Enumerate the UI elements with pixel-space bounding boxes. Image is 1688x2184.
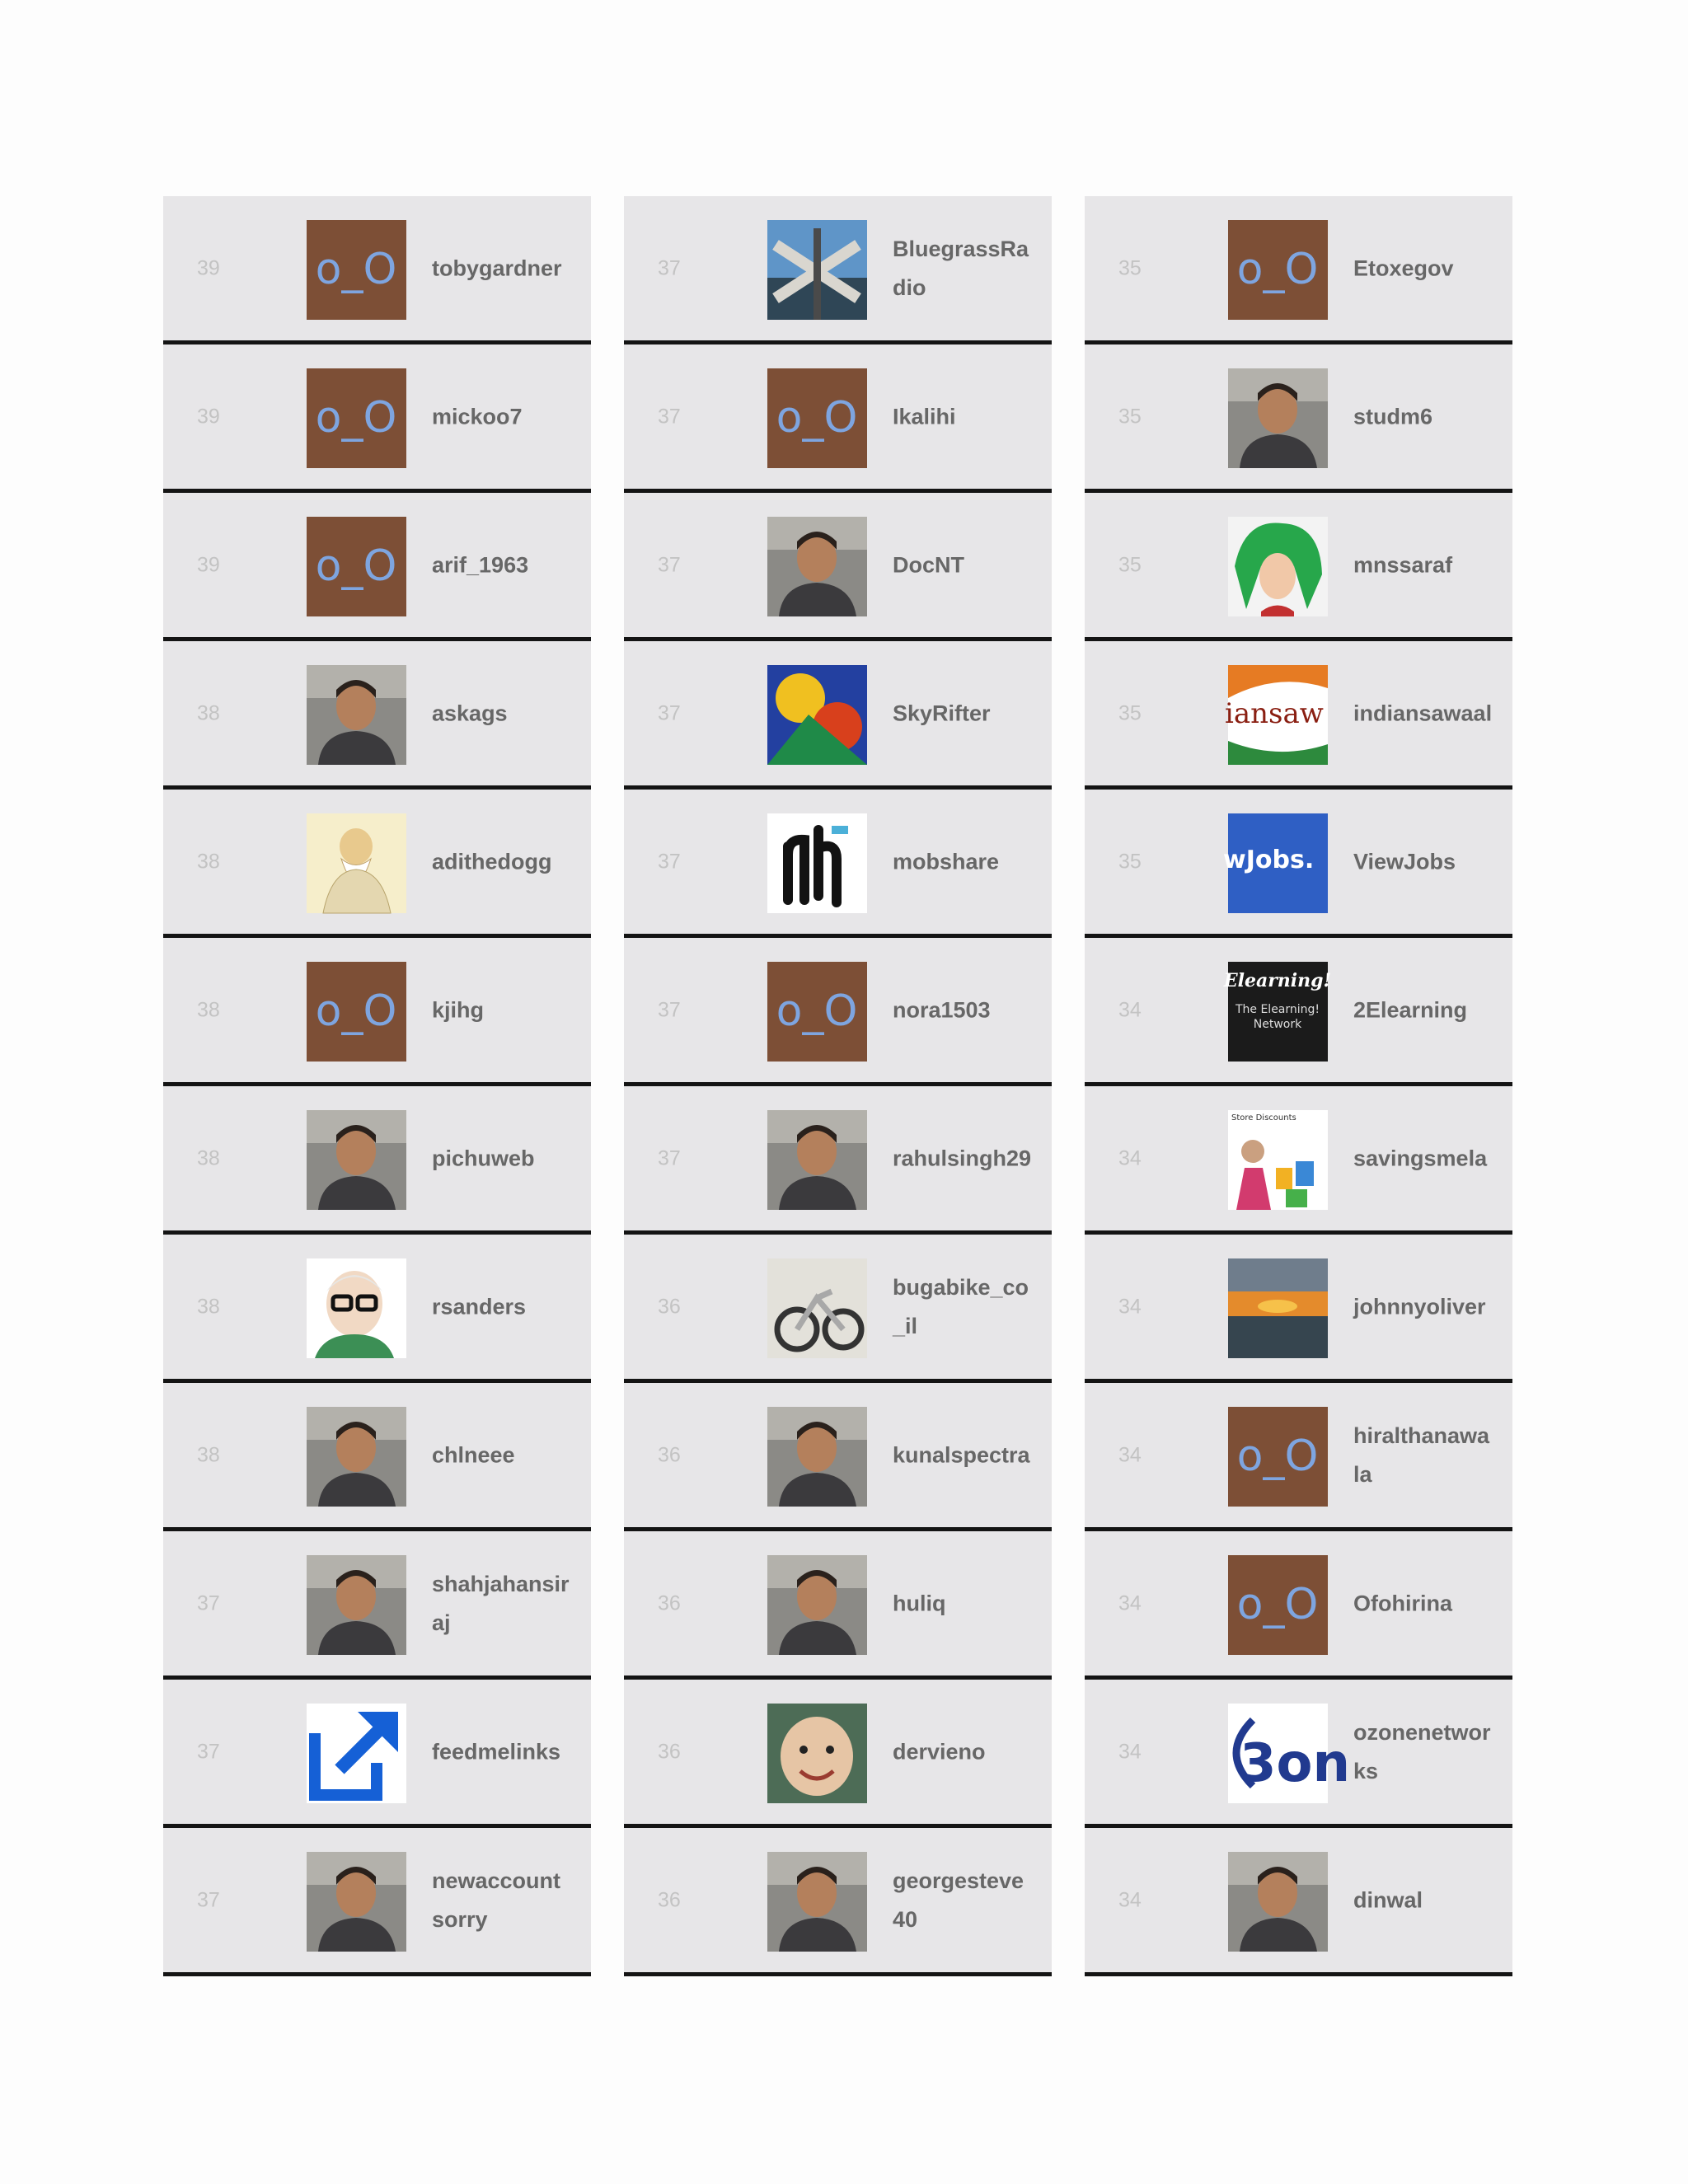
- user-avatar-default-face[interactable]: [307, 368, 406, 468]
- username-link[interactable]: askags: [432, 701, 508, 725]
- user-avatar-colorful-art[interactable]: [767, 665, 867, 765]
- rank-number: 37: [197, 1888, 220, 1911]
- rank-number: 35: [1118, 701, 1142, 724]
- leaderboard-row: [163, 196, 591, 344]
- rank-number: 38: [197, 850, 220, 873]
- rank-number: 35: [1118, 405, 1142, 428]
- user-avatar-photo-portrait[interactable]: [767, 1852, 867, 1952]
- leaderboard-row: [624, 1531, 1052, 1680]
- default-avatar-text: o_O: [776, 393, 858, 443]
- username-link[interactable]: Ikalihi: [893, 404, 956, 429]
- username-link[interactable]: bugabike_co_il: [893, 1274, 1029, 1338]
- user-avatar-default-face[interactable]: [1228, 1555, 1328, 1655]
- username-link[interactable]: mobshare: [893, 849, 1000, 874]
- username-link[interactable]: pichuweb: [432, 1146, 535, 1170]
- rank-number: 34: [1118, 1146, 1142, 1169]
- user-avatar-photo-portrait[interactable]: [767, 1407, 867, 1507]
- username-link[interactable]: mickoo7: [432, 404, 523, 429]
- leaderboard-row: [1085, 641, 1512, 790]
- user-avatar-road-sign-photo[interactable]: [767, 220, 867, 320]
- indiansawaal-logo-text: iansaw: [1225, 697, 1324, 730]
- rank-number: 38: [197, 1295, 220, 1318]
- leaderboard-row: [163, 1680, 591, 1828]
- username-link[interactable]: 2Elearning: [1353, 997, 1468, 1022]
- leaderboard-row: [163, 641, 591, 790]
- username-link[interactable]: Ofohirina: [1353, 1591, 1452, 1615]
- rank-number: 35: [1118, 256, 1142, 279]
- rank-number: 39: [197, 405, 220, 428]
- rank-number: 34: [1118, 1740, 1142, 1763]
- username-link[interactable]: savingsmela: [1353, 1146, 1488, 1170]
- username-link[interactable]: BluegrassRadio: [893, 236, 1029, 300]
- username-link[interactable]: georgesteve40: [893, 1868, 1025, 1932]
- leaderboard-row: [624, 493, 1052, 641]
- leaderboard-row: [624, 1828, 1052, 1976]
- username-link[interactable]: tobygardner: [432, 255, 562, 280]
- rank-number: 34: [1118, 1295, 1142, 1318]
- username-link[interactable]: adithedogg: [432, 849, 552, 874]
- leaderboard-row: [163, 1828, 591, 1976]
- user-avatar-photo-portrait[interactable]: [767, 517, 867, 616]
- leaderboard-column-1: [163, 196, 591, 1976]
- username-link[interactable]: studm6: [1353, 404, 1433, 429]
- user-avatar-photo-portrait[interactable]: [307, 1407, 406, 1507]
- username-link[interactable]: newaccountsorry: [432, 1868, 561, 1932]
- rank-number: 34: [1118, 998, 1142, 1021]
- rank-number: 36: [658, 1295, 681, 1318]
- user-avatar-anime-art[interactable]: [1228, 517, 1328, 616]
- user-avatar-photo-portrait[interactable]: [767, 1110, 867, 1210]
- username-link[interactable]: dervieno: [893, 1739, 986, 1764]
- leaderboard-row: [1085, 1680, 1512, 1828]
- user-avatar-photo-portrait[interactable]: [1228, 1852, 1328, 1952]
- leaderboard-row: [1085, 1383, 1512, 1531]
- rank-number: 37: [658, 405, 681, 428]
- leaderboard-row: [163, 1383, 591, 1531]
- elearning-logo-title: Elearning!: [1223, 970, 1332, 991]
- rank-number: 36: [658, 1591, 681, 1615]
- rank-number: 36: [658, 1888, 681, 1911]
- leaderboard-row: [1085, 1531, 1512, 1680]
- default-avatar-text: o_O: [315, 393, 397, 443]
- user-avatar-sage-drawing[interactable]: [307, 813, 406, 913]
- user-avatar-default-face[interactable]: [307, 517, 406, 616]
- username-link[interactable]: huliq: [893, 1591, 946, 1615]
- username-link[interactable]: Etoxegov: [1353, 255, 1454, 280]
- username-link[interactable]: mnssaraf: [1353, 552, 1453, 577]
- leaderboard-row: [163, 790, 591, 938]
- leaderboard-row: [624, 196, 1052, 344]
- rank-number: 37: [658, 256, 681, 279]
- rank-number: 34: [1118, 1888, 1142, 1911]
- user-avatar-photo-portrait[interactable]: [307, 665, 406, 765]
- shopping-ad-text: Store Discounts: [1231, 1113, 1296, 1122]
- leaderboard-row: [624, 938, 1052, 1086]
- user-avatar-cartoon-glasses[interactable]: [307, 1258, 406, 1358]
- leaderboard-row: [1085, 1235, 1512, 1383]
- leaderboard-row: [624, 1680, 1052, 1828]
- rank-number: 37: [197, 1591, 220, 1615]
- username-link[interactable]: hiralthanawala: [1353, 1422, 1490, 1487]
- user-avatar-photo-portrait[interactable]: [307, 1555, 406, 1655]
- leaderboard-row: [163, 344, 591, 493]
- user-avatar-baby-photo[interactable]: [767, 1704, 867, 1803]
- rank-number: 37: [658, 1146, 681, 1169]
- rank-number: 37: [197, 1740, 220, 1763]
- rank-number: 39: [197, 553, 220, 576]
- leaderboard-row: [163, 1086, 591, 1235]
- rank-number: 37: [658, 998, 681, 1021]
- leaderboard: [163, 196, 1512, 1976]
- user-avatar-default-face[interactable]: [307, 220, 406, 320]
- username-link[interactable]: indiansawaal: [1353, 701, 1493, 725]
- user-avatar-indiansawaal-logo[interactable]: [1225, 665, 1328, 765]
- rank-number: 38: [197, 998, 220, 1021]
- leaderboard-row: [1085, 196, 1512, 344]
- leaderboard-row: [624, 1086, 1052, 1235]
- leaderboard-row: [163, 938, 591, 1086]
- elearning-logo-sub2: Network: [1253, 1018, 1302, 1031]
- user-avatar-viewjobs-logo[interactable]: [1223, 813, 1328, 913]
- leaderboard-row: [624, 344, 1052, 493]
- user-avatar-photo-portrait[interactable]: [767, 1555, 867, 1655]
- username-link[interactable]: johnnyoliver: [1353, 1294, 1486, 1319]
- username-link[interactable]: chlneee: [432, 1442, 515, 1467]
- user-avatar-default-face[interactable]: [1228, 1407, 1328, 1507]
- username-link[interactable]: rahulsingh29: [893, 1146, 1032, 1170]
- rank-number: 38: [197, 701, 220, 724]
- leaderboard-row: [1085, 344, 1512, 493]
- user-avatar-sunset-photo[interactable]: [1228, 1258, 1328, 1358]
- user-avatar-photo-portrait[interactable]: [1228, 368, 1328, 468]
- default-avatar-text: o_O: [315, 245, 397, 294]
- default-avatar-text: o_O: [1236, 1580, 1319, 1629]
- leaderboard-row: [1085, 790, 1512, 938]
- username-link[interactable]: kjihg: [432, 997, 485, 1022]
- user-avatar-external-link-logo[interactable]: [307, 1704, 406, 1803]
- rank-number: 37: [658, 553, 681, 576]
- ozone-logo-text: 3on: [1240, 1733, 1351, 1794]
- user-avatar-bike-photo[interactable]: [767, 1258, 867, 1358]
- leaderboard-row: [624, 790, 1052, 938]
- username-link[interactable]: rsanders: [432, 1294, 527, 1319]
- default-avatar-text: o_O: [776, 987, 858, 1036]
- default-avatar-text: o_O: [1236, 1432, 1319, 1481]
- leaderboard-column-2: [624, 196, 1052, 1976]
- leaderboard-row: [624, 1235, 1052, 1383]
- leaderboard-row: [1085, 938, 1512, 1086]
- default-avatar-text: o_O: [315, 987, 397, 1036]
- user-avatar-default-face[interactable]: [307, 962, 406, 1062]
- leaderboard-row: [163, 493, 591, 641]
- username-link[interactable]: arif_1963: [432, 552, 529, 577]
- user-avatar-shopping-ad[interactable]: [1228, 1110, 1328, 1210]
- username-link[interactable]: nora1503: [893, 997, 991, 1022]
- leaderboard-row: [1085, 1828, 1512, 1976]
- rank-number: 35: [1118, 553, 1142, 576]
- rank-number: 39: [197, 256, 220, 279]
- rank-number: 35: [1118, 850, 1142, 873]
- username-link[interactable]: DocNT: [893, 552, 964, 577]
- leaderboard-row: [624, 1383, 1052, 1531]
- user-avatar-ozone-logo[interactable]: [1228, 1704, 1351, 1803]
- rank-number: 36: [658, 1740, 681, 1763]
- user-avatar-mobshare-logo[interactable]: [767, 813, 867, 913]
- username-link[interactable]: shahjahansiraj: [432, 1571, 570, 1635]
- leaderboard-row: [624, 641, 1052, 790]
- username-link[interactable]: dinwal: [1353, 1887, 1423, 1912]
- leaderboard-row: [1085, 1086, 1512, 1235]
- rank-number: 37: [658, 701, 681, 724]
- username-link[interactable]: feedmelinks: [432, 1739, 561, 1764]
- username-link[interactable]: ozonenetworks: [1353, 1719, 1491, 1783]
- leaderboard-row: [163, 1531, 591, 1680]
- viewjobs-logo-text: wJobs.: [1223, 846, 1315, 874]
- user-avatar-photo-portrait[interactable]: [307, 1852, 406, 1952]
- rank-number: 34: [1118, 1443, 1142, 1466]
- leaderboard-row: [163, 1235, 591, 1383]
- leaderboard-column-3: [1085, 196, 1512, 1976]
- user-avatar-default-face[interactable]: [1228, 220, 1328, 320]
- user-avatar-photo-portrait[interactable]: [307, 1110, 406, 1210]
- default-avatar-text: o_O: [1236, 245, 1319, 294]
- leaderboard-row: [1085, 493, 1512, 641]
- default-avatar-text: o_O: [315, 541, 397, 591]
- rank-number: 38: [197, 1443, 220, 1466]
- elearning-logo-sub1: The Elearning!: [1235, 1003, 1320, 1016]
- user-avatar-default-face[interactable]: [767, 368, 867, 468]
- rank-number: 36: [658, 1443, 681, 1466]
- username-link[interactable]: SkyRifter: [893, 701, 991, 725]
- user-avatar-elearning-logo[interactable]: [1223, 962, 1332, 1062]
- rank-number: 38: [197, 1146, 220, 1169]
- username-link[interactable]: ViewJobs: [1353, 849, 1456, 874]
- username-link[interactable]: kunalspectra: [893, 1442, 1030, 1467]
- rank-number: 34: [1118, 1591, 1142, 1615]
- user-avatar-default-face[interactable]: [767, 962, 867, 1062]
- rank-number: 37: [658, 850, 681, 873]
